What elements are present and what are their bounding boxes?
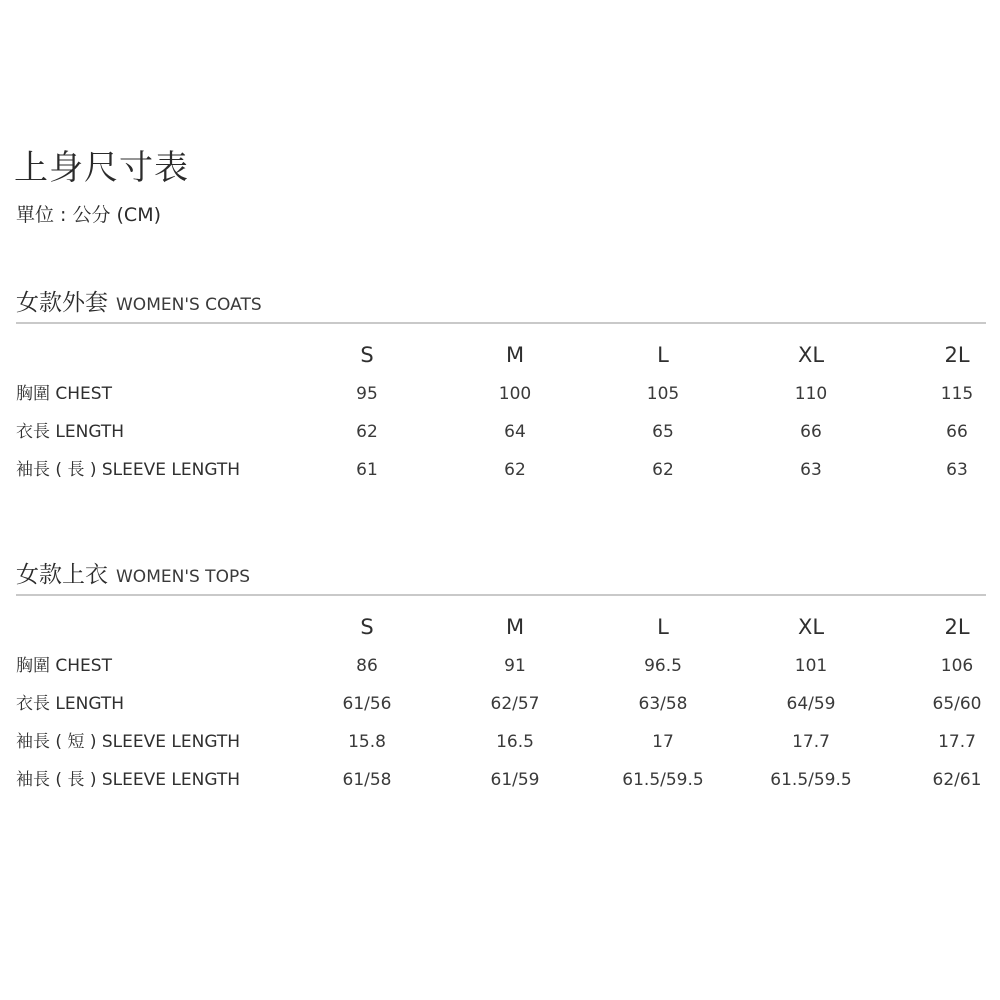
row-label: 胸圍 CHEST — [16, 384, 112, 404]
section-title-zh: 女款上衣 — [16, 562, 108, 588]
table-cell: 61 — [356, 460, 378, 480]
size-heading-s: S — [360, 615, 374, 639]
size-heading-m: M — [505, 615, 525, 639]
table-cell: 63/58 — [638, 694, 688, 714]
table-cell: 62 — [504, 460, 526, 480]
table-row-sleeve-long — [0, 765, 1000, 795]
table-cell: 95 — [356, 384, 378, 404]
table-cell: 96.5 — [644, 656, 682, 676]
table-cell: 61/59 — [490, 770, 540, 790]
section-divider — [16, 322, 986, 324]
table-cell: 106 — [940, 656, 974, 676]
table-cell: 101 — [794, 656, 828, 676]
table-cell: 61.5/59.5 — [622, 770, 704, 790]
table-cell: 110 — [794, 384, 828, 404]
size-heading-s: S — [360, 343, 374, 367]
table-cell: 16.5 — [496, 732, 534, 752]
table-row-sleeve-long — [0, 455, 1000, 485]
table-cell: 66 — [800, 422, 822, 442]
table-cell: 61/58 — [342, 770, 392, 790]
row-label: 袖長 ( 長 ) SLEEVE LENGTH — [16, 770, 241, 790]
row-label: 胸圍 CHEST — [16, 656, 112, 676]
section-title-en: WOMEN'S COATS — [116, 295, 262, 315]
section-title-en: WOMEN'S TOPS — [116, 567, 250, 587]
table-row-sleeve-short — [0, 727, 1000, 757]
size-heading-l: L — [657, 343, 669, 367]
table-row-length — [0, 417, 1000, 447]
table-cell: 17 — [652, 732, 674, 752]
row-label: 衣長 LENGTH — [16, 422, 125, 442]
table-row-chest — [0, 379, 1000, 409]
table-cell: 17.7 — [938, 732, 976, 752]
table-cell: 91 — [504, 656, 526, 676]
table-cell: 64 — [504, 422, 526, 442]
section-title-zh: 女款外套 — [16, 290, 108, 316]
section-header — [16, 284, 262, 317]
table-cell: 66 — [946, 422, 968, 442]
section-divider — [16, 594, 986, 596]
table-cell: 62 — [652, 460, 674, 480]
table-cell: 61.5/59.5 — [770, 770, 852, 790]
table-cell: 63 — [800, 460, 822, 480]
size-heading-2l: 2L — [944, 615, 970, 639]
unit-note: 單位 : 公分 (CM) — [16, 204, 162, 226]
table-cell: 65 — [652, 422, 674, 442]
size-heading-xl: XL — [797, 343, 825, 367]
size-heading-m: M — [505, 343, 525, 367]
table-cell: 15.8 — [348, 732, 386, 752]
table-cell: 105 — [646, 384, 680, 404]
section-header — [16, 556, 250, 589]
row-label: 袖長 ( 長 ) SLEEVE LENGTH — [16, 460, 241, 480]
table-cell: 61/56 — [342, 694, 392, 714]
size-heading-xl: XL — [797, 615, 825, 639]
table-cell: 62/57 — [490, 694, 540, 714]
table-row-chest — [0, 651, 1000, 681]
table-cell: 62/61 — [932, 770, 982, 790]
table-cell: 63 — [946, 460, 968, 480]
table-cell: 100 — [498, 384, 532, 404]
size-header-row — [0, 612, 1000, 642]
size-heading-2l: 2L — [944, 343, 970, 367]
table-cell: 65/60 — [932, 694, 982, 714]
table-cell: 62 — [356, 422, 378, 442]
size-heading-l: L — [657, 615, 669, 639]
row-label: 衣長 LENGTH — [16, 694, 125, 714]
table-cell: 115 — [940, 384, 974, 404]
table-cell: 17.7 — [792, 732, 830, 752]
size-header-row — [0, 340, 1000, 370]
table-row-length — [0, 689, 1000, 719]
page-title: 上身尺寸表 — [14, 148, 189, 188]
table-cell: 64/59 — [786, 694, 836, 714]
row-label: 袖長 ( 短 ) SLEEVE LENGTH — [16, 732, 241, 752]
table-cell: 86 — [356, 656, 378, 676]
